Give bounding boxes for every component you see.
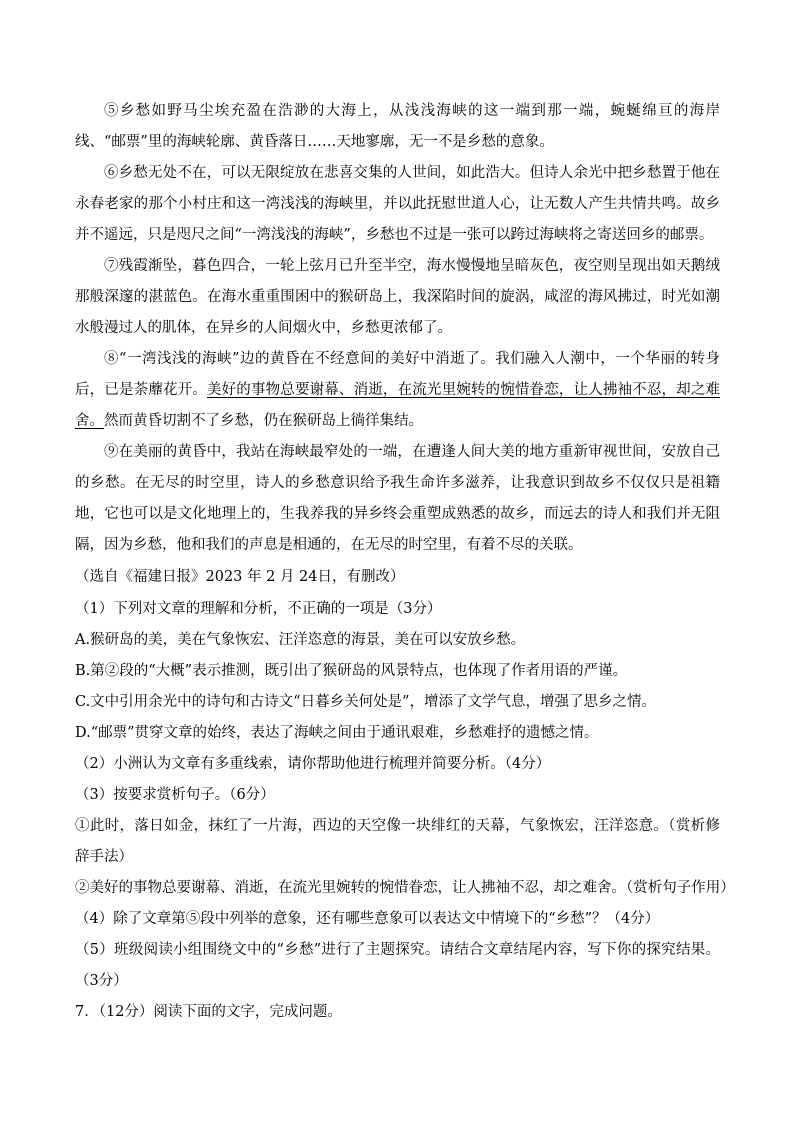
paragraph-6: ⑥乡愁无处不在，可以无限绽放在悲喜交集的人世间，如此浩大。但诗人余光中把乡愁置于他在永春老家的那个小村庄和这一湾浅浅的海峡里，并以此抚慰世道人心，让无数人产生共情共鸣。故乡并不遥远，只是咫尺之间“一湾浅浅的海峡”，乡愁也不过是一张可以跨过海峡将之寄送回乡的邮票。: [75, 165, 720, 243]
question-1-option-b: B.第②段的“大概”表示推测，既引出了猴研岛的风景特点，也体现了作者用语的严谨。: [75, 663, 628, 679]
underlined-sentence: 美好的事物总要谢幕、消逝，在流光里婉转的惋惜眷恋，让人拂袖不忍，却之难舍。: [75, 382, 721, 429]
question-5: （5）班级阅读小组围绕文中的“乡愁”进行了主题探究。请结合文章结尾内容，写下你的探究结果。（3分）: [75, 942, 720, 989]
question-1-option-a: A.猴研岛的美，美在气象恢宏、汪洋恣意的海景，美在可以安放乡愁。: [75, 632, 526, 648]
question-1-option-c: C.文中引用余光中的诗句和古诗文“日暮乡关何处是”，增添了文学气息，增强了思乡之情。: [75, 694, 657, 710]
question-1-option-d: D.“邮票”贯穿文章的始终，表达了海峡之间由于通讯艰难，乡愁难抒的遗憾之情。: [75, 725, 599, 741]
question-2: （2）小洲认为文章有多重线索，请你帮助他进行梳理并简要分析。（4分）: [75, 756, 551, 772]
question-3-item-2: ②美好的事物总要谢幕、消逝，在流光里婉转的惋惜眷恋，让人拂袖不忍，却之难舍。（赏析句子作用）: [75, 880, 735, 896]
question-1: （1）下列对文章的理解和分析，不正确的一项是（3分）: [75, 601, 442, 617]
question-4: （4）除了文章第⑤段中列举的意象，还有哪些意象可以表达文中情境下的“乡愁”？（4分）: [75, 911, 660, 927]
paragraph-8-text-b: 然而黄昏切割不了乡愁，仍在猴研岛上徜徉集结。: [104, 413, 423, 429]
paragraph-8-text-a: ⑧“一湾浅浅的海峡”边的黄昏在不经意间的美好中消逝了。我们融入人潮中，一个华丽的转身后，已是荼蘼花开。: [75, 351, 720, 398]
paragraph-9: ⑨在美丽的黄昏中，我站在海峡最窄处的一端，在遭逢人间大美的地方重新审视世间，安放自己的乡愁。在无尽的时空里，诗人的乡愁意识给予我生命许多滋养，让我意识到故乡不仅仅只是祖籍地，它也可以是文化地理上的，生我养我的异乡终会重塑成熟悉的故乡，而远去的诗人和我们并无阻隔，因为乡愁，他和我们的声息是相通的，在无尽的时空里，有着不尽的关联。: [75, 444, 720, 553]
source-citation: （选自《福建日报》2023 年 2 月 24日，有删改）: [75, 569, 405, 585]
question-3-item-1: ①此时，落日如金，抹红了一片海，西边的天空像一块绯红的天幕，气象恢宏，汪洋恣意。（赏析修辞手法）: [75, 818, 720, 865]
question-7-heading: 7．（12分）阅读下面的文字，完成问题。: [75, 1004, 342, 1020]
paragraph-8: [75, 344, 720, 437]
question-3: （3）按要求赏析句子。（6分）: [75, 787, 275, 803]
paragraph-7: ⑦残霞渐坠，暮色四合，一轮上弦月已升至半空，海水慢慢地呈暗灰色，夜空则呈现出如天鹅绒那般深邃的湛蓝色。在海水重重围困中的猴研岛上，我深陷时间的旋涡，咸涩的海风拂过，时光如潮水般漫过人的肌体，在异乡的人间烟火中，乡愁更浓郁了。: [75, 258, 720, 336]
paragraph-5: ⑤乡愁如野马尘埃充盈在浩渺的大海上，从浅浅海峡的这一端到那一端，蜿蜒绵亘的海岸线、“邮票”里的海峡轮廓、黄昏落日……天地寥廓，无一不是乡愁的意象。: [75, 103, 720, 150]
